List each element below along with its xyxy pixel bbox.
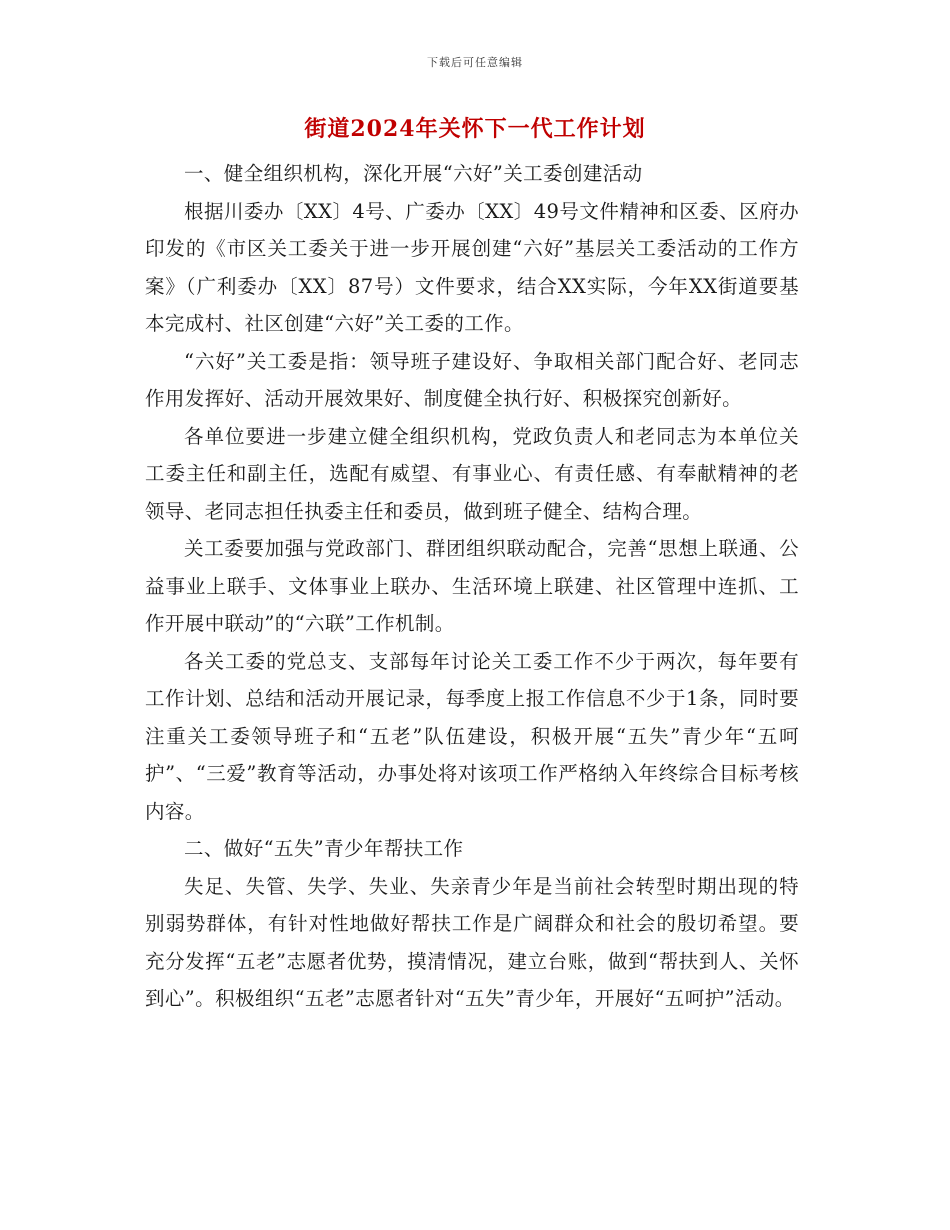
section-heading-2: 二、做好“五失”青少年帮扶工作 — [184, 837, 464, 860]
section-heading-1: 一、健全组织机构，深化开展“六好”关工委创建活动 — [184, 162, 643, 185]
paragraph: “六好”关工委是指：领导班子建设好、争取相关部门配合好、老同志作用发挥好、活动开展效果好、制度健全执行好、积极探究创新好。 — [145, 349, 799, 410]
page-header: 下载后可任意编辑 — [427, 56, 523, 69]
paragraph: 失足、失管、失学、失业、失亲青少年是当前社会转型时期出现的特别弱势群体，有针对性地做好帮扶工作是广阔群众和社会的殷切希望。要充分发挥“五老”志愿者优势，摸清情况，建立台账，做到“帮扶到人、关怀到心”。积极组织“五老”志愿者针对“五失”青少年，开展好“五呵护”活动。 — [145, 874, 799, 1010]
document-body — [145, 155, 799, 1018]
paragraph: 各单位要进一步建立健全组织机构，党政负责人和老同志为本单位关工委主任和副主任，选配有威望、有事业心、有责任感、有奉献精神的老领导、老同志担任执委主任和委员，做到班子健全、结构合理。 — [145, 424, 799, 523]
paragraph: 各关工委的党总支、支部每年讨论关工委工作不少于两次，每年要有工作计划、总结和活动开展记录，每季度上报工作信息不少于1条，同时要注重关工委领导班子和“五老”队伍建设，积极开展“五失”青少年“五呵护”、“三爱”教育等活动，办事处将对该项工作严格纳入年终综合目标考核内容。 — [145, 649, 799, 823]
paragraph: 关工委要加强与党政部门、群团组织联动配合，完善“思想上联通、公益事业上联手、文体事业上联办、生活环境上联建、社区管理中连抓、工作开展中联动”的“六联”工作机制。 — [145, 537, 799, 635]
paragraph: 根据川委办〔XX〕4号、广委办〔XX〕49号文件精神和区委、区府办印发的《市区关工委关于进一步开展创建“六好”基层关工委活动的工作方案》（广利委办〔XX〕87号）文件要求，结合XX实际，今年XX街道要基本完成村、社区创建“六好”关工委的工作。 — [145, 199, 799, 335]
document-title: 街道2024年关怀下一代工作计划 — [304, 116, 646, 142]
